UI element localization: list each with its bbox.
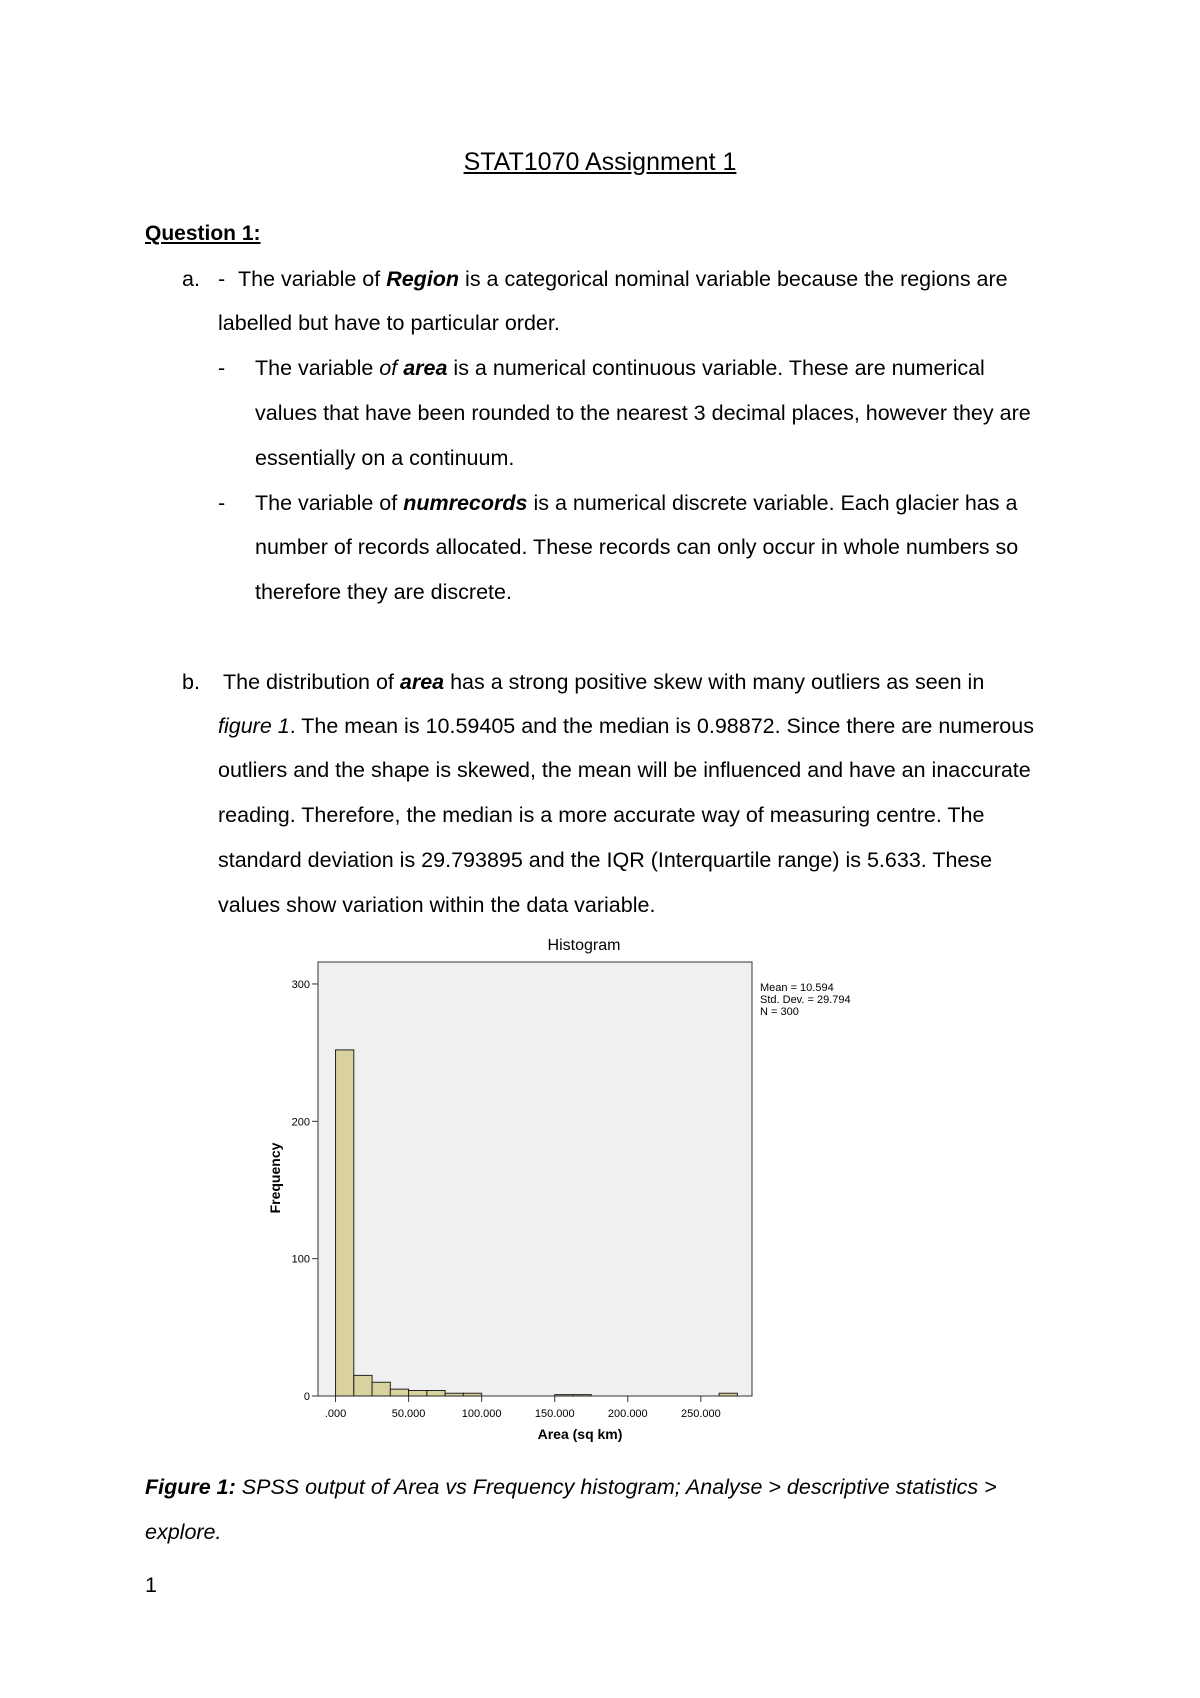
term-region: Region xyxy=(386,267,460,291)
histogram-bar xyxy=(719,1393,737,1396)
y-axis xyxy=(292,979,318,1403)
y-tick-label: 200 xyxy=(291,1116,310,1129)
part-b-marker: b. xyxy=(182,670,200,694)
bullet-dash: - xyxy=(218,267,226,291)
x-tick-label: .000 xyxy=(324,1408,347,1420)
caption-text: SPSS output of Area vs Frequency histogram; Analyse > descriptive statistics > xyxy=(235,1475,997,1499)
text-line: values that have been rounded to the nearest 3 decimal places, however they are xyxy=(255,401,1031,425)
text-line: values show variation within the data variable. xyxy=(218,893,656,917)
y-axis-label: Frequency xyxy=(267,1142,283,1214)
bullet-dash: - xyxy=(218,356,226,380)
page-number: 1 xyxy=(145,1573,157,1597)
x-tick-label: 150.000 xyxy=(534,1408,575,1420)
question-heading: Question 1: xyxy=(145,222,261,245)
page-title: STAT1070 Assignment 1 xyxy=(463,148,737,176)
figure-reference: figure 1 xyxy=(218,714,290,738)
histogram-bar xyxy=(336,1050,354,1396)
term-area: area xyxy=(403,356,448,380)
text-segment: The variable xyxy=(255,356,380,380)
x-tick-label: 200.000 xyxy=(607,1408,648,1420)
text-segment: has a strong positive skew with many outliers as seen in xyxy=(444,670,985,694)
text-segment: . The mean is 10.59405 and the median is 0.98872. Since there are numerous xyxy=(289,714,1034,738)
term-numrecords: numrecords xyxy=(403,491,528,515)
text-line: labelled but have to particular order. xyxy=(218,311,560,335)
y-tick-label: 0 xyxy=(303,1391,310,1403)
y-tick-label: 300 xyxy=(291,978,310,991)
histogram-bar xyxy=(354,1375,372,1396)
caption-colon: : xyxy=(228,1475,236,1499)
text-segment: is a categorical nominal variable because the regions are xyxy=(459,267,1008,291)
histogram-bar xyxy=(409,1391,427,1396)
x-tick-label: 100.000 xyxy=(461,1408,502,1420)
plot-area xyxy=(318,962,752,1396)
histogram-bar xyxy=(427,1391,445,1396)
histogram-bar xyxy=(445,1393,463,1396)
text-segment: The variable of xyxy=(238,267,387,291)
histogram-bar xyxy=(555,1395,573,1396)
text-line: essentially on a continuum. xyxy=(255,446,515,470)
chart-legend xyxy=(760,982,851,1018)
text-line: standard deviation is 29.793895 and the IQR (Interquartile range) is 5.633. These xyxy=(218,848,993,872)
legend-mean: Mean = 10.594 xyxy=(760,982,834,994)
text-segment: is a numerical discrete variable. Each glacier has a xyxy=(527,491,1018,515)
bullet-dash: - xyxy=(218,491,226,515)
text-line: outliers and the shape is skewed, the mean will be influenced and have an inaccurate xyxy=(218,758,1031,782)
histogram-bar xyxy=(372,1382,390,1396)
text-segment: is a numerical continuous variable. These are numerical xyxy=(447,356,985,380)
x-axis xyxy=(325,1396,721,1420)
legend-std-dev: Std. Dev. = 29.794 xyxy=(760,994,851,1006)
text-line: reading. Therefore, the median is a more accurate way of measuring centre. The xyxy=(218,803,985,827)
text-segment: of xyxy=(379,356,404,380)
histogram-bar xyxy=(463,1393,481,1396)
part-a-marker: a. xyxy=(182,267,200,291)
caption-label: Figure 1 xyxy=(145,1475,229,1499)
figure-caption xyxy=(145,1472,997,1502)
histogram-bar xyxy=(390,1389,408,1396)
x-tick-label: 50.000 xyxy=(391,1408,426,1420)
y-tick-label: 100 xyxy=(291,1253,310,1266)
x-tick-label: 250.000 xyxy=(680,1408,721,1420)
text-line: therefore they are discrete. xyxy=(255,580,512,604)
x-axis-label: Area (sq km) xyxy=(537,1426,623,1442)
text-segment: The variable of xyxy=(255,491,404,515)
legend-n: N = 300 xyxy=(760,1006,799,1018)
histogram-bar xyxy=(573,1395,591,1396)
text-segment: The distribution of xyxy=(223,670,400,694)
text-line: number of records allocated. These records can only occur in whole numbers so xyxy=(255,535,1019,559)
chart-title: Histogram xyxy=(547,937,621,954)
term-area: area xyxy=(399,670,445,694)
figure-caption-continued: explore. xyxy=(145,1520,222,1544)
